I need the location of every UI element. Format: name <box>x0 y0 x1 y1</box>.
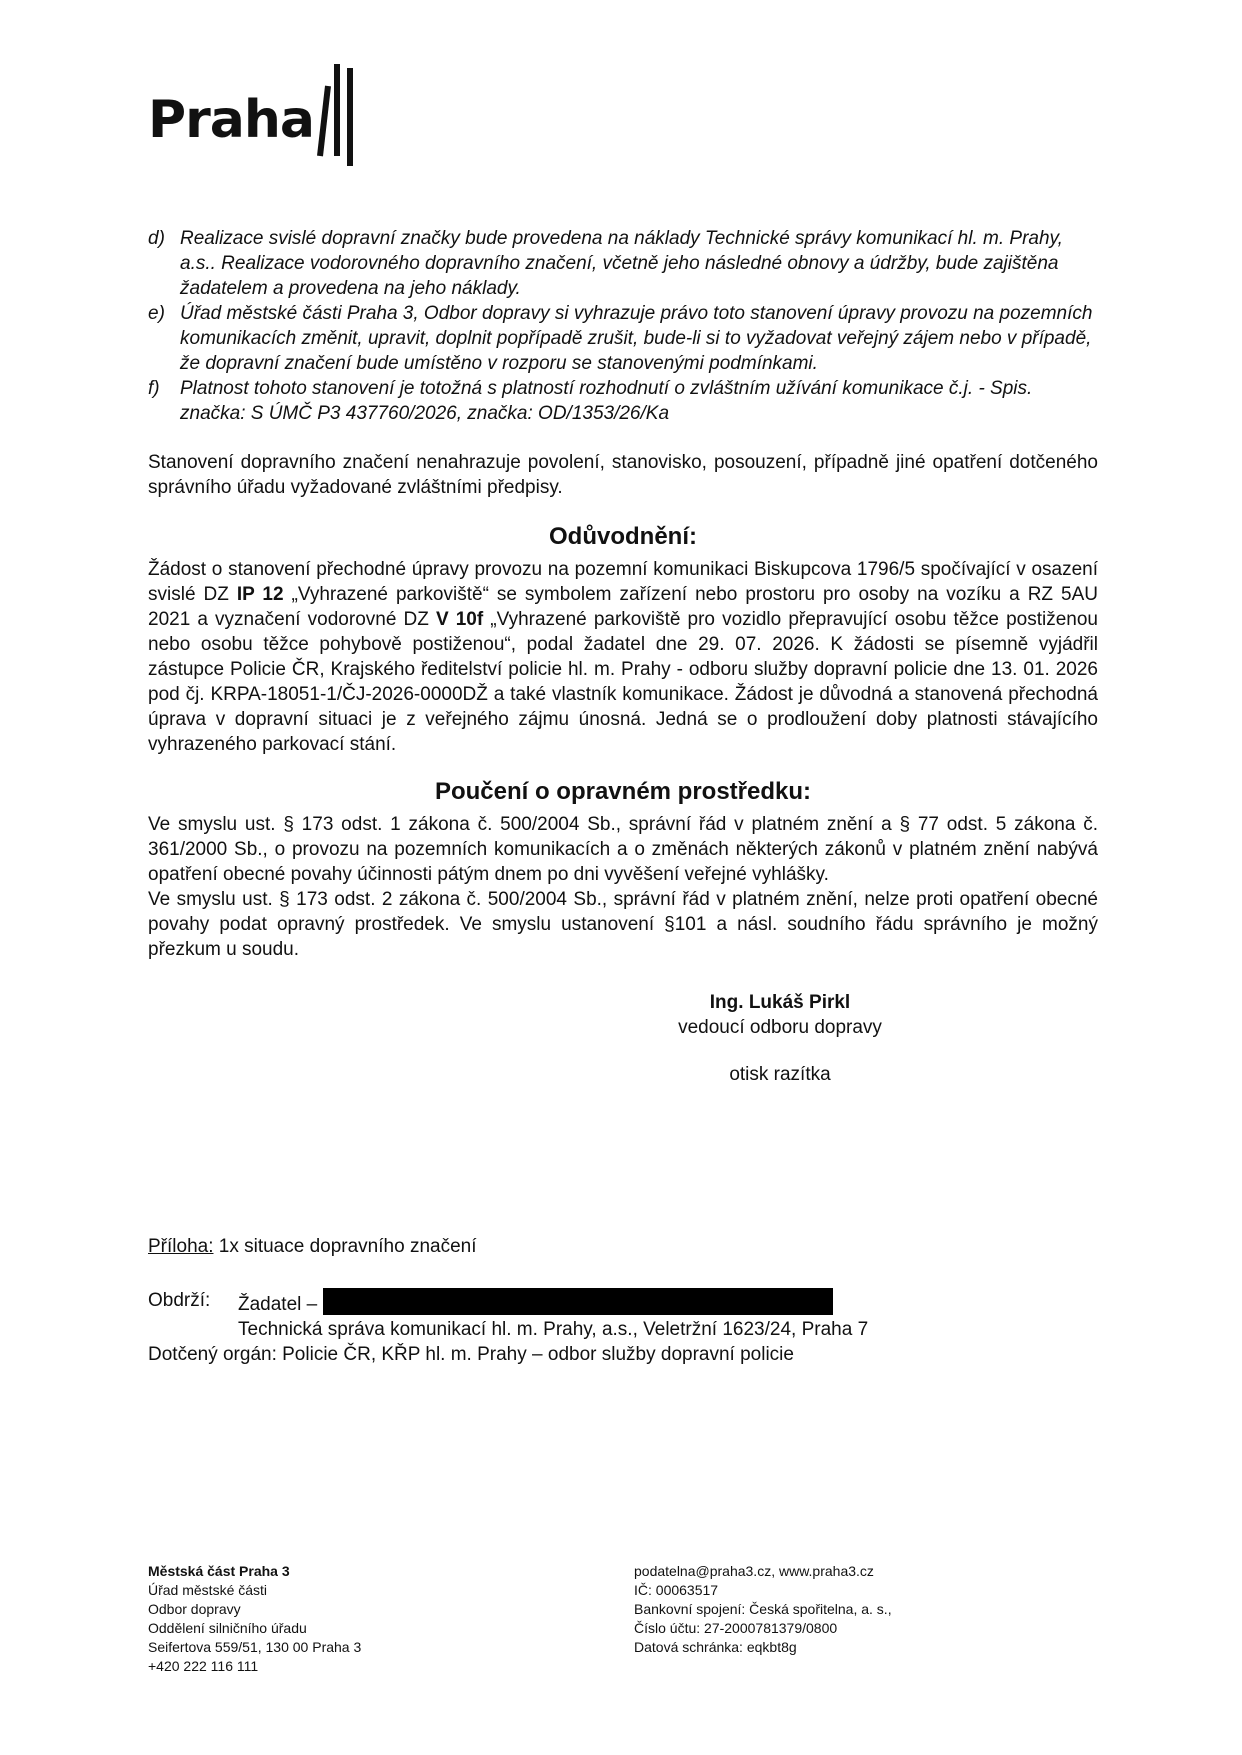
item-text: Realizace svislé dopravní značky bude provedena na náklady Technické správy komunikací hl. m. Prahy, a.s.. Realizace vodorovného dopravního značení, včetně jeho následné obnovy a údržby, bude zajištěna žadatelem a provedena na jeho náklady. <box>180 228 1063 299</box>
recipient-authority: Dotčený orgán: Policie ČR, KŘP hl. m. Prahy – odbor služby dopravní policie <box>148 1344 794 1365</box>
item-text: Úřad městské části Praha 3, Odbor dopravy si vyhrazuje právo toto stanovení úpravy provozu na pozemních komunikacích změnit, upravit, doplnit popřípadě zrušit, bude-li si to vyžadovat veřejný zájem nebo v případě, že dopravní značení bude umístěno v rozporu se stanovenými podmínkami. <box>180 303 1093 374</box>
reasoning-heading: Odůvodnění: <box>549 523 697 550</box>
attachment-text: 1x situace dopravního značení <box>213 1236 477 1257</box>
footer-line: Oddělení silničního úřadu <box>148 1620 307 1636</box>
footer-email-web: podatelna@praha3.cz, www.praha3.cz <box>634 1563 874 1579</box>
item-letter: f) <box>148 378 160 399</box>
item-text: Platnost tohoto stanovení je totožná s platností rozhodnutí o zvláštním užívání komunikace č.j. - Spis. značka: S ÚMČ P3 437760/2026, značka: OD/1353/26/Ka <box>180 378 1033 424</box>
footer-line: Číslo účtu: 27-2000781379/0800 <box>634 1620 838 1636</box>
spacer <box>148 1317 238 1342</box>
footer-line: IČ: 00063517 <box>634 1582 719 1598</box>
attachment-label: Příloha: <box>148 1236 214 1257</box>
logo-text: Praha <box>148 90 314 150</box>
footer-contact <box>634 1562 892 1657</box>
reasoning-text-2: „Vyhrazené parkoviště“ se symbolem zařízení nebo prostoru pro osoby na vozíku a RZ 5AU 2021 a vyznačení vodorovné DZ <box>148 584 1098 630</box>
recipient-row <box>148 1288 868 1317</box>
footer-line: Úřad městské části <box>148 1582 268 1598</box>
recipients-label: Obdrží: <box>148 1290 211 1311</box>
appeal-paragraph-2: Ve smyslu ust. § 173 odst. 2 zákona č. 500/2004 Sb., správní řád v platném znění, nelze proti opatření obecné povahy podat opravný prostředek. Ve smyslu ustanovení §101 a násl. soudního řádu správního je možný přezkum u soudu. <box>148 889 1098 960</box>
reasoning-paragraph <box>148 557 1098 757</box>
footer-org: Městská část Praha 3 <box>148 1563 290 1579</box>
conditions-list <box>148 226 1098 426</box>
item-letter: d) <box>148 228 165 249</box>
footer-line: Seifertova 559/51, 130 00 Praha 3 <box>148 1639 362 1655</box>
applicant-label: Žadatel – <box>238 1294 318 1315</box>
signature-block <box>630 990 930 1087</box>
list-item <box>148 226 1098 301</box>
footer-line: Bankovní spojení: Česká spořitelna, a. s., <box>634 1601 892 1617</box>
appeal-paragraph-1: Ve smyslu ust. § 173 odst. 1 zákona č. 500/2004 Sb., správní řád v platném znění a § 77 odst. 5 zákona č. 361/2000 Sb., o provozu na pozemních komunikacích a o změnách některých zákonů v platném znění nabývá opatření obecné povahy účinnosti pátým dnem po dni vyvěšení veřejné vyhlášky. <box>148 814 1098 885</box>
list-item <box>148 301 1098 376</box>
main-content <box>148 226 1098 1087</box>
footer-phone: +420 222 116 111 <box>148 1658 259 1674</box>
footer-line: Datová schránka: eqkbt8g <box>634 1639 797 1655</box>
recipient-tsk: Technická správa komunikací hl. m. Prahy, a.s., Veletržní 1623/24, Praha 7 <box>238 1319 869 1340</box>
reasoning-text-3: „Vyhrazené parkoviště pro vozidlo přepravující osobu těžce postiženou nebo osobu těžce pohybově postiženou“, podal žadatel dne 29. 07. 2026. K žádosti se písemně vyjádřil zástupce Policie ČR, Krajského ředitelství policie hl. m. Prahy - odboru služby dopravní policie dne 13. 01. 2026 pod čj. KRPA-18051-1/ČJ-2026-0000DŽ a také vlastník komunikace. Žádost je důvodná a stanovená přechodná úprava v dopravní situaci je z veřejného zájmu únosná. Jedná se o prodloužení doby platnosti stávajícího vyhrazeného parkovací stání. <box>148 609 1098 755</box>
reasoning-text-1: Žádost o stanovení přechodné úpravy provozu na pozemní komunikaci Biskupcova 1796/5 spočívající v osazení svislé DZ <box>148 559 1098 605</box>
redaction-bar <box>323 1288 833 1315</box>
attachment-line <box>148 1236 477 1258</box>
list-item <box>148 376 1098 426</box>
note-paragraph: Stanovení dopravního značení nenahrazuje povolení, stanovisko, posouzení, případně jiné opatření dotčeného správního úřadu vyžadované zvláštními předpisy. <box>148 452 1098 498</box>
recipient-row <box>148 1317 868 1342</box>
praha-logo <box>148 52 408 172</box>
recipients-block <box>148 1288 868 1367</box>
signatory-role: vedoucí odboru dopravy <box>678 1017 882 1038</box>
recipient-applicant <box>238 1288 833 1317</box>
logo-stripes-icon <box>306 56 366 168</box>
item-letter: e) <box>148 303 165 324</box>
footer-address <box>148 1562 361 1676</box>
stamp-placeholder: otisk razítka <box>729 1064 831 1085</box>
footer-line: Odbor dopravy <box>148 1601 241 1617</box>
sign-v10f: V 10f <box>435 609 484 630</box>
appeal-heading: Poučení o opravném prostředku: <box>434 778 812 805</box>
sign-ip12: IP 12 <box>236 584 284 605</box>
signatory-name: Ing. Lukáš Pirkl <box>709 992 851 1013</box>
